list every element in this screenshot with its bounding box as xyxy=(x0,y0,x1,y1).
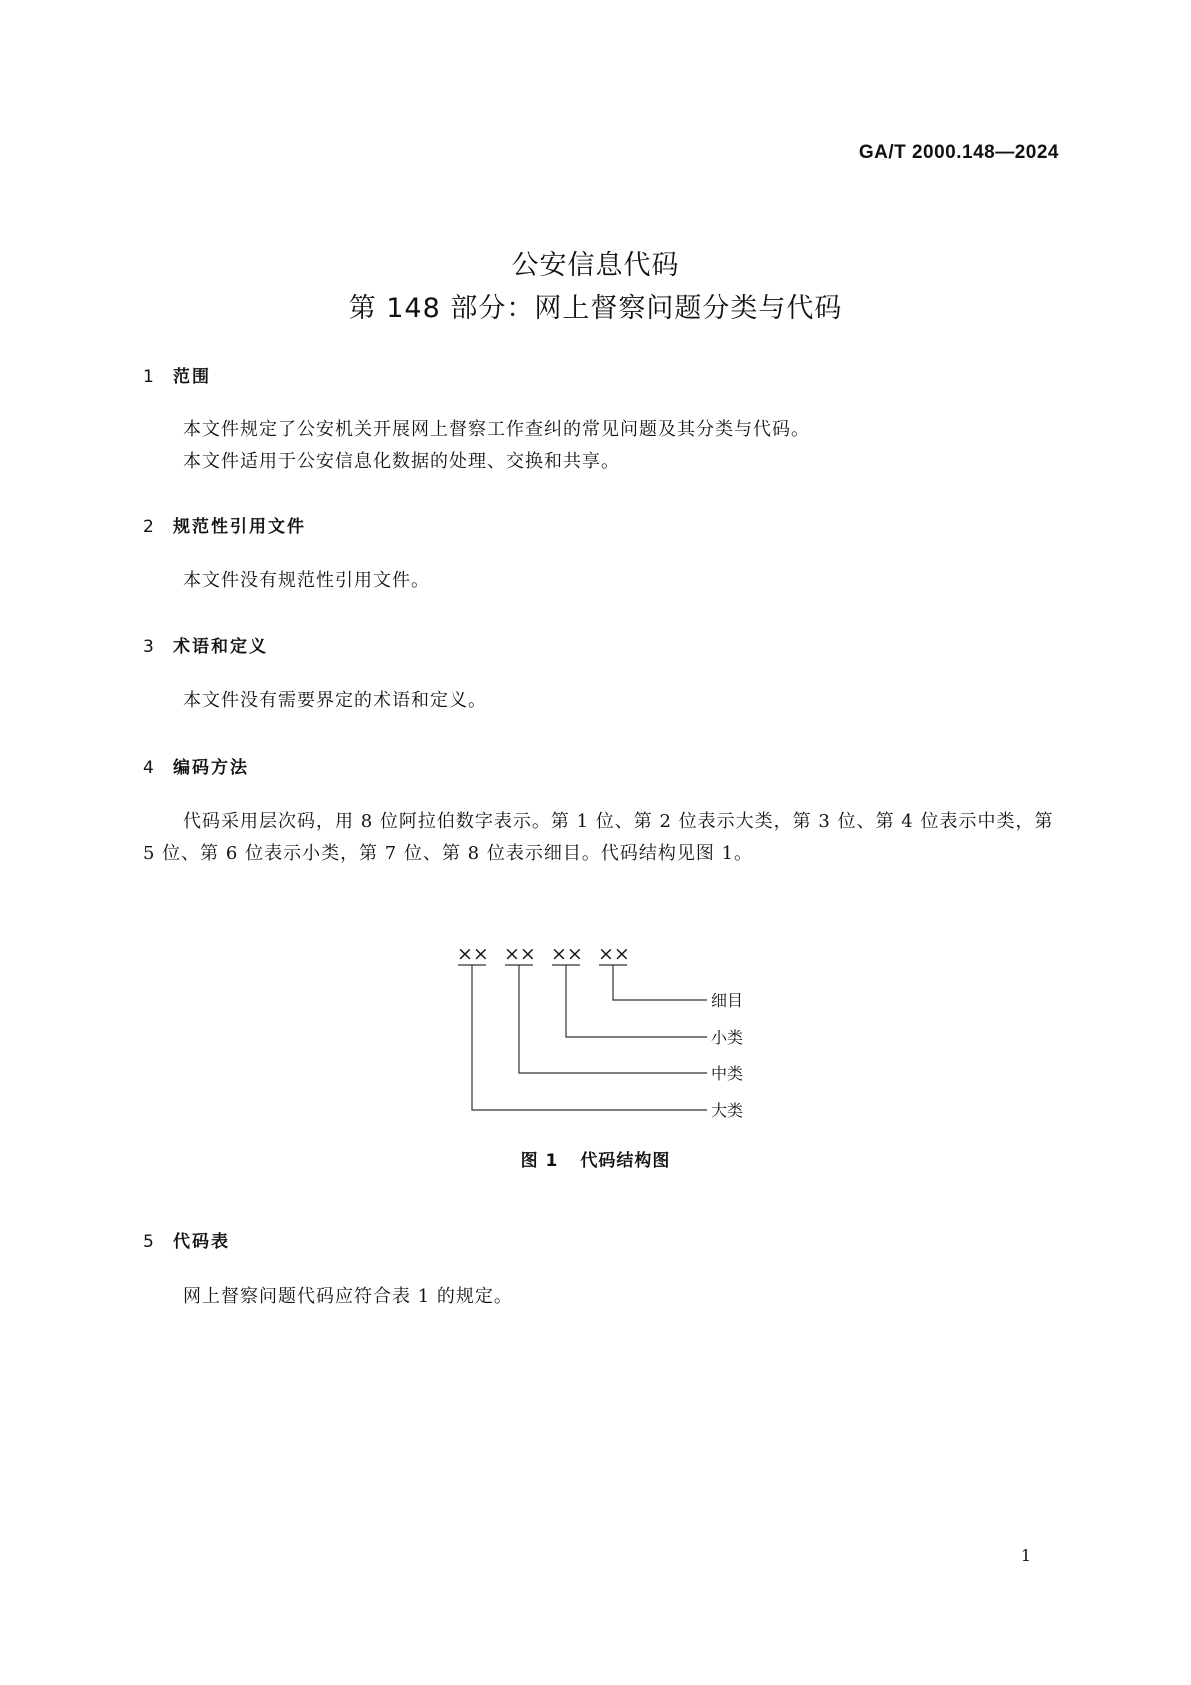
section-title: 范围 xyxy=(173,367,211,387)
document-title-line1: 公安信息代码 xyxy=(511,250,680,281)
paragraph: 本文件没有规范性引用文件。 xyxy=(183,570,430,591)
section-title: 代码表 xyxy=(173,1232,230,1252)
document-title-line2: 第 148 部分：网上督察问题分类与代码 xyxy=(348,293,843,324)
label-medium: 中类 xyxy=(711,1064,744,1083)
label-minor: 小类 xyxy=(711,1028,744,1047)
figure-caption xyxy=(0,1146,1191,1171)
section-title: 规范性引用文件 xyxy=(173,517,306,537)
section-number: 3 xyxy=(143,637,156,657)
section-title: 术语和定义 xyxy=(173,637,268,657)
section-number: 5 xyxy=(143,1232,156,1252)
label-major: 大类 xyxy=(711,1101,744,1120)
section-number: 2 xyxy=(143,517,156,537)
paragraph: 代码采用层次码，用 8 位阿拉伯数字表示。第 1 位、第 2 位表示大类，第 3 位、第 4 位表示中类，第 5 位、第 6 位表示小类，第 7 位、第 8 位表示细目。代码结构见图 1。 xyxy=(143,811,1054,864)
digit-group-minor: ×× xyxy=(551,943,583,965)
page-number: 1 xyxy=(1020,1546,1031,1565)
section-number: 4 xyxy=(143,758,156,778)
figure-title: 代码结构图 xyxy=(580,1151,671,1171)
digit-group-detail: ×× xyxy=(598,943,630,965)
digit-group-medium: ×× xyxy=(504,943,536,965)
label-detail: 细目 xyxy=(711,991,744,1010)
section-heading-code-table xyxy=(143,1227,230,1252)
connector-detail xyxy=(613,965,707,1000)
connector-minor xyxy=(566,965,707,1037)
section-number: 1 xyxy=(143,367,156,387)
standard-code: GA/T 2000.148—2024 xyxy=(858,142,1059,163)
section-title: 编码方法 xyxy=(173,758,249,778)
digit-group-major: ×× xyxy=(457,943,489,965)
paragraph: 本文件规定了公安机关开展网上督察工作查纠的常见问题及其分类与代码。 xyxy=(183,419,810,440)
figure-number: 图 1 xyxy=(520,1151,559,1171)
paragraph: 网上督察问题代码应符合表 1 的规定。 xyxy=(183,1286,513,1307)
paragraph: 本文件适用于公安信息化数据的处理、交换和共享。 xyxy=(183,451,620,472)
paragraph: 本文件没有需要界定的术语和定义。 xyxy=(183,690,487,711)
